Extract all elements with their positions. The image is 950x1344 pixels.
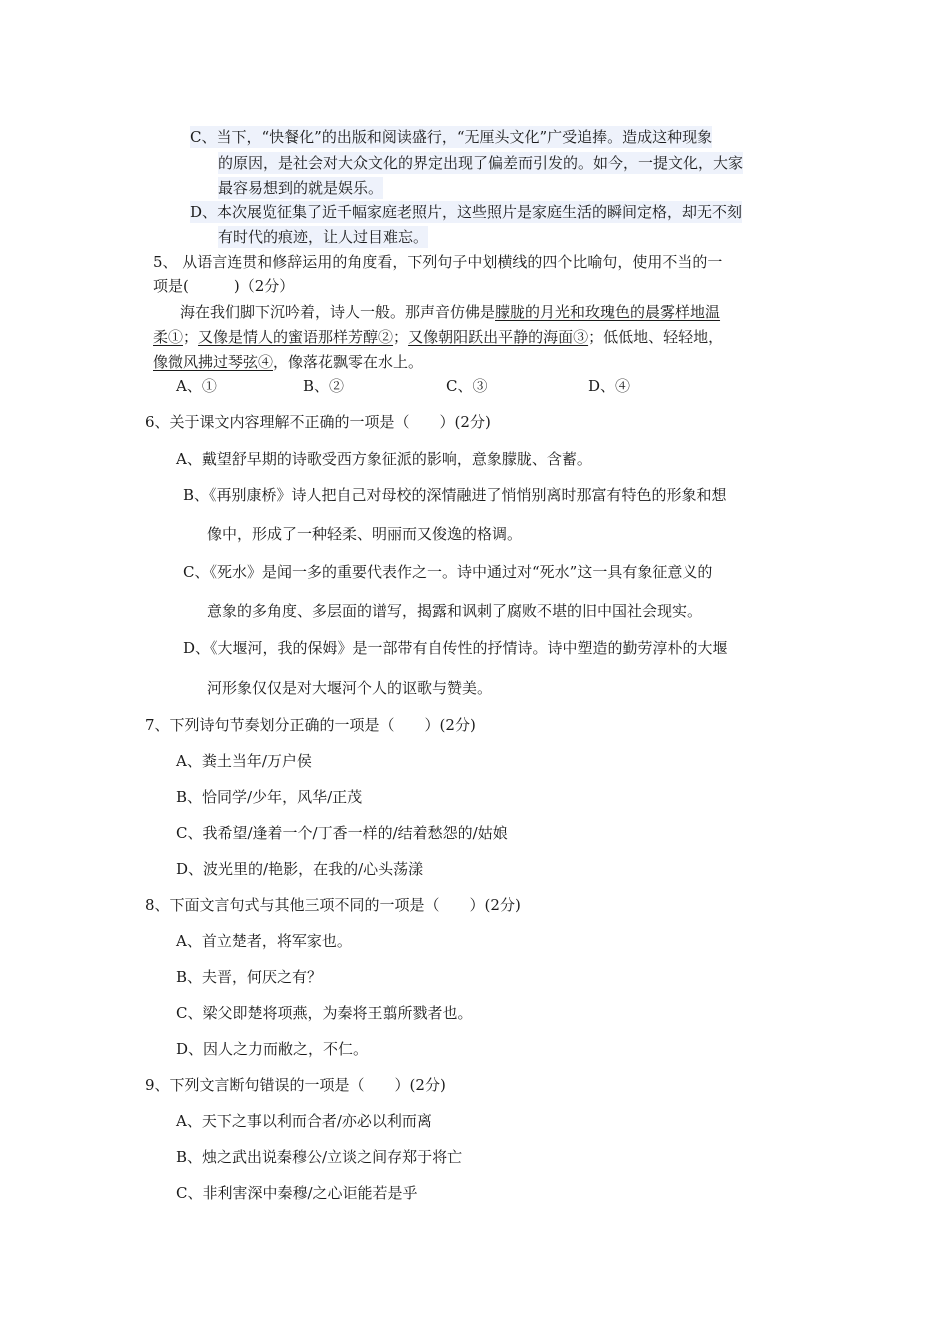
q8-option-a[interactable]: A、首立楚者，将军家也。: [176, 932, 352, 950]
q5-underlined-simile-1-end: 柔①: [153, 328, 184, 346]
q4-option-c-line2: 的原因，是社会对大众文化的界定出现了偏差而引发的。如今，一提文化，大家: [218, 154, 744, 172]
q5-passage-text: ；低低地、轻轻地，: [588, 328, 724, 346]
q5-passage-text: ，像落花飘零在水上。: [273, 353, 424, 371]
q7-option-d[interactable]: D、波光里的/艳影，在我的/心头荡漾: [176, 860, 424, 878]
q5-option-d[interactable]: D、④: [588, 377, 631, 395]
q9-stem: 9、下列文言断句错误的一项是（ ）(2分): [145, 1076, 446, 1094]
q4-option-d-line2: 有时代的痕迹，让人过目难忘。: [218, 228, 429, 246]
q4-option-d-line1: D、本次展览征集了近千幅家庭老照片，这些照片是家庭生活的瞬间定格，却无不刻: [190, 203, 743, 221]
q7-option-b[interactable]: B、恰同学/少年，风华/正茂: [176, 788, 363, 806]
q6-option-b-line2: 像中，形成了一种轻柔、明丽而又俊逸的格调。: [207, 525, 523, 543]
q6-stem: 6、关于课文内容理解不正确的一项是（ ）(2分): [145, 413, 491, 431]
q6-option-d-line1[interactable]: D、《大堰河，我的保姆》是一部带有自传性的抒情诗。诗中塑造的勤劳淳朴的大堰: [183, 639, 728, 657]
q8-stem: 8、下面文言句式与其他三项不同的一项是（ ）(2分): [145, 896, 521, 914]
q7-option-a[interactable]: A、粪土当年/万户侯: [176, 752, 312, 770]
q6-option-d-line2: 河形象仅仅是对大堰河个人的讴歌与赞美。: [207, 679, 493, 697]
q5-passage-line3: [153, 351, 423, 373]
q8-option-c[interactable]: C、梁父即楚将项燕，为秦将王翦所戮者也。: [176, 1004, 473, 1022]
q5-underlined-simile-2: 又像是情人的蜜语那样芳醇②: [198, 328, 394, 346]
q6-option-b-line1[interactable]: B、《再别康桥》诗人把自己对母校的深情融进了悄悄别离时那富有特色的形象和想: [183, 486, 727, 504]
q6-option-c-line1[interactable]: C、《死水》是闻一多的重要代表作之一。诗中通过对“死水”这一具有象征意义的: [183, 563, 713, 581]
q5-option-a[interactable]: A、①: [176, 377, 217, 395]
q5-stem-line2: 项是( )（2分）: [153, 277, 295, 295]
q9-option-c[interactable]: C、非利害深中秦穆/之心讵能若是乎: [176, 1184, 418, 1202]
q5-punct: ；: [393, 328, 409, 346]
q6-option-a[interactable]: A、戴望舒早期的诗歌受西方象征派的影响，意象朦胧、含蓄。: [176, 450, 592, 468]
q5-underlined-simile-1: 朦胧的月光和玫瑰色的晨雾样地温: [495, 303, 721, 321]
q7-stem: 7、下列诗句节奏划分正确的一项是（ ）(2分): [145, 716, 476, 734]
q4-option-c-line3: 最容易想到的就是娱乐。: [218, 179, 384, 197]
q8-option-d[interactable]: D、因人之力而敝之，不仁。: [176, 1040, 369, 1058]
q5-option-c[interactable]: C、③: [446, 377, 488, 395]
q7-option-c[interactable]: C、我希望/逢着一个/丁香一样的/结着愁怨的/姑娘: [176, 824, 508, 842]
q9-option-a[interactable]: A、天下之事以利而合者/亦必以利而离: [176, 1112, 432, 1130]
q5-stem-line1: 5、 从语言连贯和修辞运用的角度看，下列句子中划横线的四个比喻句，使用不当的一: [153, 253, 723, 271]
q5-passage-line1: [180, 301, 720, 323]
q5-option-b[interactable]: B、②: [303, 377, 345, 395]
q5-passage-line2: [153, 326, 723, 348]
q5-passage-text: 海在我们脚下沉吟着，诗人一般。那声音仿佛是: [180, 303, 496, 321]
q9-option-b[interactable]: B、烛之武出说秦穆公/立谈之间存郑于将亡: [176, 1148, 463, 1166]
q5-underlined-simile-3: 又像朝阳跃出平静的海面③: [408, 328, 589, 346]
q5-underlined-simile-4: 像微风拂过琴弦④: [153, 353, 274, 371]
q5-punct: ；: [183, 328, 199, 346]
q6-option-c-line2: 意象的多角度、多层面的谱写，揭露和讽刺了腐败不堪的旧中国社会现实。: [207, 602, 703, 620]
q4-option-c-line1: C、当下，“快餐化”的出版和阅读盛行，“无厘头文化”广受追捧。造成这种现象: [190, 128, 713, 146]
q8-option-b[interactable]: B、夫晋，何厌之有？: [176, 968, 323, 986]
